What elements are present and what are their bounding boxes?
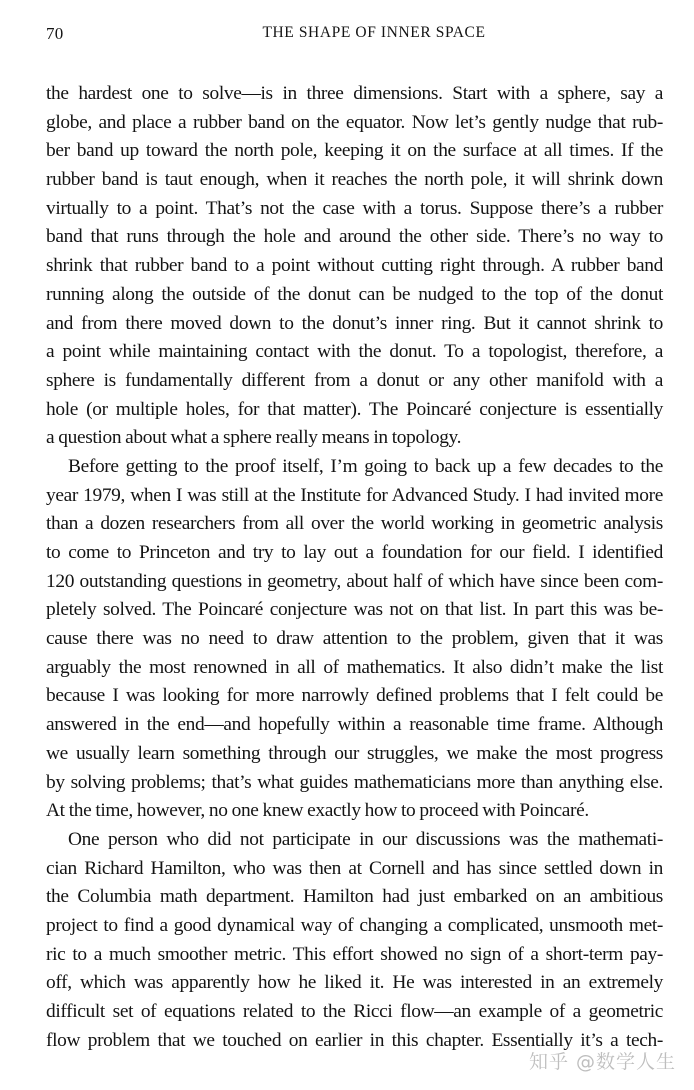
text-line: to come to Princeton and try to lay out a foundation for our field. I identified: [46, 542, 663, 563]
running-head: [46, 24, 662, 48]
text-line: One person who did not participate in our discussions was the mathemati-: [68, 828, 663, 850]
text-line: cian Richard Hamilton, who was then at Cornell and has since settled down in: [46, 857, 663, 879]
text-line: year 1979, when I was still at the Institute for Advanced Study. I had invited more: [46, 484, 663, 506]
text-line: hole (or multiple holes, for that matter). The Poincaré conjecture is essentially: [46, 398, 663, 420]
book-title: THE SHAPE OF INNER SPACE: [262, 24, 486, 41]
text-line: pletely solved. The Poincaré conjecture was not on that list. In part this was be-: [46, 599, 663, 621]
text-line: flow problem that we touched on earlier in this chapter. Essentially it’s a tech-: [46, 1029, 663, 1051]
text-line: off, which was apparently how he liked it. He was interested in an extremely: [46, 972, 663, 994]
text-line: Before getting to the proof itself, I’m going to back up a few decades to the: [68, 455, 663, 477]
text-line: difficult set of equations related to the Ricci flow—an example of a geometric: [46, 1001, 663, 1022]
paragraph: [46, 80, 663, 453]
text-line: and from there moved down to the donut’s inner ring. But it cannot shrink to: [46, 312, 663, 334]
text-line: we usually learn something through our struggles, we make the most progress: [46, 742, 663, 764]
text-line: At the time, however, no one knew exactly how to proceed with Poincaré.: [46, 800, 589, 822]
body-text: [46, 80, 663, 1055]
text-line: project to find a good dynamical way of changing a complicated, unsmooth met-: [46, 914, 663, 936]
text-line: a question about what a sphere really means in topology.: [46, 427, 462, 449]
text-line: a point while maintaining contact with the donut. To a topologist, therefore, a: [46, 341, 663, 363]
page-number: 70: [46, 24, 64, 43]
paragraph: [46, 826, 663, 1056]
text-line: ric to a much smoother metric. This effort showed no sign of a short-term pay-: [46, 943, 663, 965]
text-line: because I was looking for more narrowly defined problems that I felt could be: [46, 685, 663, 707]
watermark: 知乎 @数学人生: [528, 1051, 676, 1073]
text-line: by solving problems; that’s what guides mathematicians more than anything else.: [46, 771, 663, 793]
text-line: ber band up toward the north pole, keeping it on the surface at all times. If the: [46, 140, 663, 162]
paragraph: [46, 453, 663, 826]
text-line: the hardest one to solve—is in three dimensions. Start with a sphere, say a: [46, 83, 663, 104]
text-line: rubber band is taut enough, when it reaches the north pole, it will shrink down: [46, 169, 663, 191]
text-line: running along the outside of the donut can be nudged to the top of the donut: [46, 283, 663, 305]
text-line: virtually to a point. That’s not the case with a torus. Suppose there’s a rubber: [46, 197, 663, 219]
text-line: globe, and place a rubber band on the equator. Now let’s gently nudge that rub-: [46, 111, 663, 133]
text-line: the Columbia math department. Hamilton had just embarked on an ambitious: [46, 886, 663, 908]
text-line: cause there was no need to draw attention to the problem, given that it was: [46, 628, 663, 650]
text-line: answered in the end—and hopefully within a reasonable time frame. Although: [46, 714, 663, 736]
text-line: 120 outstanding questions in geometry, about half of which have since been com-: [46, 570, 663, 592]
text-line: band that runs through the hole and around the other side. There’s no way to: [46, 226, 663, 248]
text-line: than a dozen researchers from all over the world working in geometric analysis: [46, 513, 663, 535]
text-line: sphere is fundamentally different from a donut or any other manifold with a: [46, 369, 663, 391]
text-line: arguably the most renowned in all of mathematics. It also didn’t make the list: [46, 656, 663, 678]
text-line: shrink that rubber band to a point without cutting right through. A rubber band: [46, 255, 663, 277]
